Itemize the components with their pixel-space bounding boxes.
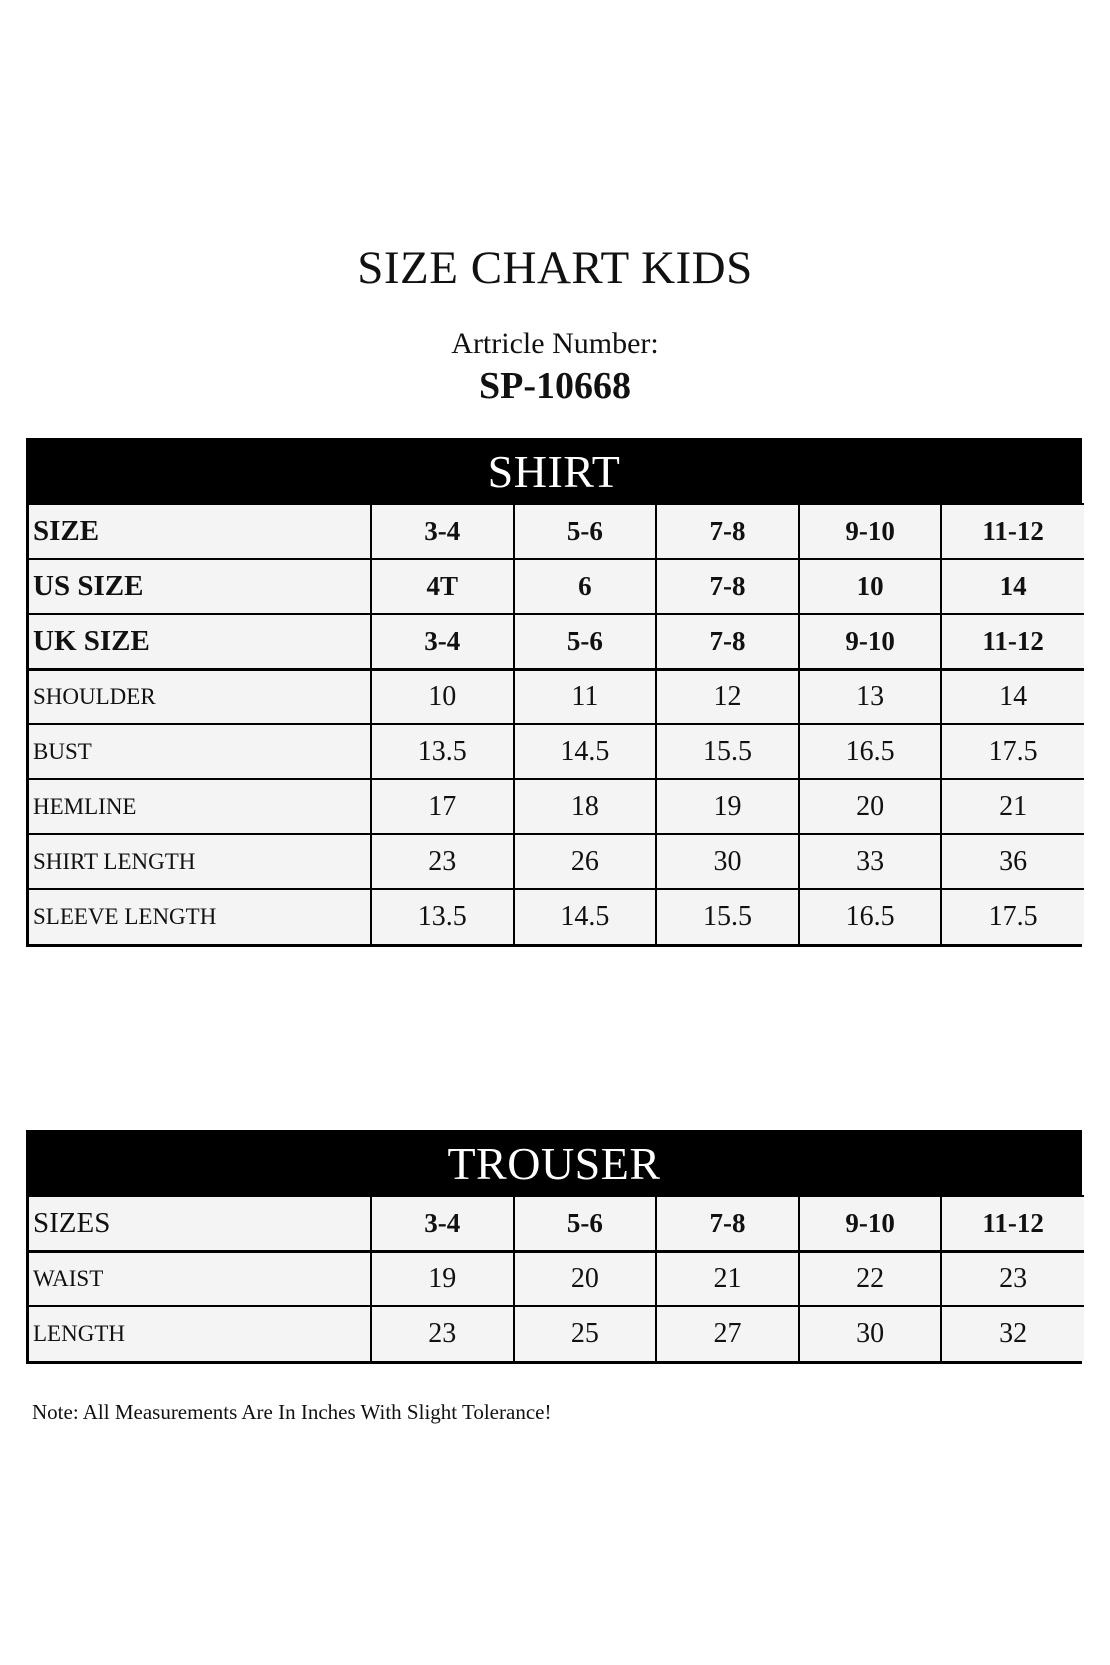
table-row-sleeve-length	[29, 889, 1084, 944]
table-row-sizes	[29, 1196, 1084, 1251]
table-cell: 14	[941, 669, 1084, 724]
row-label: SIZES	[29, 1196, 371, 1251]
table-row-us-size	[29, 559, 1084, 614]
table-cell: 12	[656, 669, 799, 724]
table-row-uk-size	[29, 614, 1084, 669]
article-number: SP-10668	[479, 365, 631, 407]
table-cell: 16.5	[799, 724, 942, 779]
table-cell: 5-6	[514, 504, 657, 559]
table-cell: 17.5	[941, 724, 1084, 779]
table-cell: 20	[799, 779, 942, 834]
table-cell: 30	[656, 834, 799, 889]
article-number-label: Artricle Number:	[451, 327, 659, 360]
table-row-size	[29, 504, 1084, 559]
table-cell: 23	[371, 1306, 514, 1361]
table-cell: 13.5	[371, 724, 514, 779]
table-cell: 15.5	[656, 724, 799, 779]
table-cell: 14	[941, 559, 1084, 614]
table-cell: 18	[514, 779, 657, 834]
shirt-size-table	[26, 438, 1082, 947]
table-cell: 30	[799, 1306, 942, 1361]
table-cell: 25	[514, 1306, 657, 1361]
table-cell: 9-10	[799, 504, 942, 559]
table-cell: 23	[371, 834, 514, 889]
table-row-waist	[29, 1251, 1084, 1306]
table-cell: 19	[371, 1251, 514, 1306]
table-cell: 23	[941, 1251, 1084, 1306]
table-row-bust	[29, 724, 1084, 779]
table-cell: 21	[941, 779, 1084, 834]
row-label: LENGTH	[29, 1306, 371, 1361]
table-cell: 14.5	[514, 724, 657, 779]
table-cell: 10	[799, 559, 942, 614]
trouser-size-table	[26, 1130, 1082, 1364]
table-cell: 11-12	[941, 614, 1084, 669]
table-cell: 7-8	[656, 614, 799, 669]
table-cell: 14.5	[514, 889, 657, 944]
table-cell: 3-4	[371, 504, 514, 559]
table-cell: 4T	[371, 559, 514, 614]
table-row-shirt-length	[29, 834, 1084, 889]
table-cell: 13.5	[371, 889, 514, 944]
table-cell: 13	[799, 669, 942, 724]
table-cell: 19	[656, 779, 799, 834]
table-cell: 7-8	[656, 504, 799, 559]
table-cell: 5-6	[514, 1196, 657, 1251]
table-cell: 6	[514, 559, 657, 614]
row-label: BUST	[29, 724, 371, 779]
row-label: SIZE	[29, 504, 371, 559]
page-title: SIZE CHART KIDS	[357, 242, 753, 294]
row-label: HEMLINE	[29, 779, 371, 834]
table-cell: 17	[371, 779, 514, 834]
table-cell: 21	[656, 1251, 799, 1306]
table-cell: 27	[656, 1306, 799, 1361]
table-cell: 3-4	[371, 614, 514, 669]
row-label: SLEEVE LENGTH	[29, 889, 371, 944]
table-cell: 11	[514, 669, 657, 724]
table-cell: 10	[371, 669, 514, 724]
table-cell: 11-12	[941, 1196, 1084, 1251]
row-label: SHIRT LENGTH	[29, 834, 371, 889]
row-label: UK SIZE	[29, 614, 371, 669]
table-cell: 7-8	[656, 559, 799, 614]
table-cell: 32	[941, 1306, 1084, 1361]
table-cell: 20	[514, 1251, 657, 1306]
table-cell: 11-12	[941, 504, 1084, 559]
table-cell: 17.5	[941, 889, 1084, 944]
table-cell: 3-4	[371, 1196, 514, 1251]
table-row-length	[29, 1306, 1084, 1361]
table-cell: 36	[941, 834, 1084, 889]
shirt-table-heading: SHIRT	[29, 441, 1079, 503]
table-cell: 9-10	[799, 614, 942, 669]
table-row-shoulder	[29, 669, 1084, 724]
trouser-table-heading: TROUSER	[29, 1133, 1079, 1195]
row-label: US SIZE	[29, 559, 371, 614]
table-cell: 15.5	[656, 889, 799, 944]
table-cell: 5-6	[514, 614, 657, 669]
table-cell: 33	[799, 834, 942, 889]
row-label: WAIST	[29, 1251, 371, 1306]
row-label: SHOULDER	[29, 669, 371, 724]
table-cell: 16.5	[799, 889, 942, 944]
table-row-hemline	[29, 779, 1084, 834]
table-cell: 22	[799, 1251, 942, 1306]
table-cell: 7-8	[656, 1196, 799, 1251]
table-cell: 9-10	[799, 1196, 942, 1251]
table-cell: 26	[514, 834, 657, 889]
measurement-note: Note: All Measurements Are In Inches With Slight Tolerance!	[32, 1400, 552, 1424]
